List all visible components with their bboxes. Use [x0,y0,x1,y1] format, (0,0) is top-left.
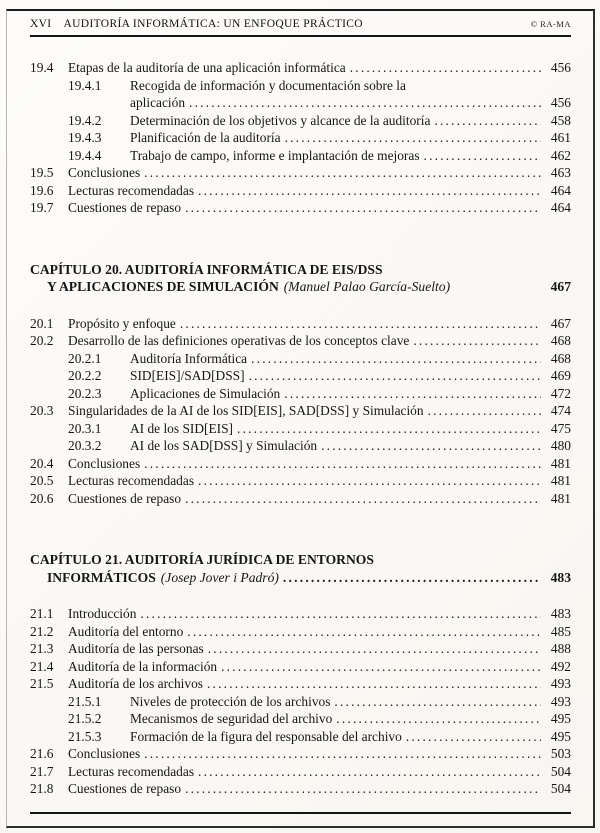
dot-leader [249,367,541,385]
entry-page-number: 456 [550,60,571,75]
entry-page-number: 504 [550,763,571,779]
entry-page-number: 495 [550,711,571,726]
entry-text: Lecturas recomendadas [68,763,195,779]
dot-leader [350,59,541,77]
page-number: XVI [30,18,52,30]
toc-entry [30,77,571,112]
entry-body [68,780,571,798]
toc-entry [30,147,571,165]
entry-text: Propósito y enfoque [68,315,176,331]
entry-page-number: 469 [550,368,571,383]
entry-number: 19.4.3 [68,130,102,145]
toc-entry [30,164,571,182]
entry-lastline [68,763,571,781]
toc-entry [30,182,571,200]
entry-text: Conclusiones [68,455,141,471]
entry-page-number: 493 [550,693,571,709]
dot-leader [185,780,541,798]
entry-text: Formación de la figura del responsable del archivo [130,728,402,744]
entry-lastline [68,59,571,77]
entry-page-number: 493 [550,676,571,691]
entry-body [130,77,571,112]
entry-lastline [68,605,571,623]
entry-page-number: 481 [550,473,571,488]
entry-text: SID[EIS]/SAD[DSS] [130,368,245,383]
entry-page-number: 458 [550,112,571,128]
entry-text: Auditoría del entorno [68,623,184,639]
toc-entry [30,605,571,623]
entry-text: Trabajo de campo, informe e implantación de mejoras [130,147,420,163]
entry-lastline [130,94,571,112]
chapter-author: (Manuel Palao García-Suelto) [283,279,451,294]
dot-leader [144,745,541,763]
entry-text: AI de los SAD[DSS] y Simulación [130,438,318,453]
entry-number: 20.6 [30,490,54,506]
entry-text: Lecturas recomendadas [68,182,195,198]
entry-body [130,147,571,165]
entry-lastline [68,199,571,217]
dot-leader [283,569,541,587]
entry-number: 20.2.1 [68,350,102,366]
dot-leader [284,385,541,403]
dot-leader [189,94,541,112]
dot-leader [413,332,541,350]
entry-number: 21.1 [30,606,54,621]
entry-number: 20.4 [30,455,54,471]
entry-lastline [68,640,571,658]
entry-body [68,315,571,333]
entry-page-number: 483 [550,606,571,621]
toc-entry [30,199,571,217]
entry-number: 21.8 [30,781,54,796]
entry-page-number: 464 [550,200,571,215]
dot-leader [336,710,541,728]
toc-entry [30,385,571,403]
entry-text: Etapas de la auditoría de una aplicación informática [68,60,346,75]
dot-leader [185,199,541,217]
entry-page-number: 475 [550,420,571,436]
entry-body [68,182,571,200]
entry-text: Auditoría de los archivos [68,676,203,691]
toc-entry [30,455,571,473]
entry-number: 21.5.1 [68,693,102,709]
dot-leader [237,420,541,438]
toc-entry [30,59,571,77]
entry-page-number: 495 [550,728,571,744]
entry-page-number: 480 [550,438,571,453]
entry-lastline [130,437,571,455]
entry-page-number: 474 [550,403,571,418]
entry-body [130,728,571,746]
entry-text: Desarrollo de las definiciones operativas de los conceptos clave [68,333,410,348]
entry-body [68,59,571,77]
entry-lastline [130,129,571,147]
entry-page-number: 468 [550,333,571,348]
entry-page-number: 463 [550,165,571,180]
entry-lastline [130,728,571,746]
entry-number: 19.4 [30,60,54,75]
toc-entry [30,472,571,490]
entry-number: 20.5 [30,473,54,488]
toc-entry [30,745,571,763]
entry-page-number: 503 [550,746,571,761]
entry-lastline [68,402,571,420]
dot-leader [198,472,541,490]
entry-number: 20.2 [30,333,54,348]
entry-number: 21.7 [30,763,54,779]
entry-page-number: 492 [550,658,571,674]
toc-entry [30,710,571,728]
entry-page-number: 462 [550,147,571,163]
entry-body [130,420,571,438]
dot-leader [406,728,541,746]
entry-body [130,385,571,403]
toc-entry [30,112,571,130]
toc-entry [30,350,571,368]
entry-lastline [68,675,571,693]
dot-leader [424,147,541,165]
entry-body [68,472,571,490]
entry-body [68,640,571,658]
entry-number: 21.2 [30,623,54,639]
entry-lastline [68,780,571,798]
dot-leader [198,182,541,200]
entry-body [68,455,571,473]
chapter-title-line2-text: Y APLICACIONES DE SIMULACIÓN [47,279,279,294]
entry-number: 20.3.2 [68,438,102,453]
entry-lastline [68,490,571,508]
dot-leader [207,675,541,693]
entry-text: Auditoría Informática [130,350,248,366]
entry-text: Mecanismos de seguridad del archivo [130,711,333,726]
entry-body [68,332,571,350]
chapter-heading [30,551,571,586]
toc-entry [30,315,571,333]
chapter-title-line1: CAPÍTULO 20. AUDITORÍA INFORMÁTICA DE EIS/DSS [30,261,383,277]
dot-leader [221,658,541,676]
dot-leader [321,437,541,455]
entry-body [130,710,571,728]
entry-lastline [68,658,571,676]
toc-content [30,37,571,798]
entry-lastline [130,112,571,130]
entry-number: 21.5 [30,676,54,691]
entry-lastline [130,367,571,385]
entry-body [68,199,571,217]
toc-entry [30,437,571,455]
entry-lastline [130,693,571,711]
dot-leader [334,693,541,711]
entry-number: 19.6 [30,182,54,198]
toc-entry [30,623,571,641]
entry-lastline [68,332,571,350]
dot-leader [428,402,541,420]
entry-number: 21.5.3 [68,728,102,744]
entry-lastline [68,472,571,490]
entry-lastline [68,315,571,333]
toc-entry [30,420,571,438]
entry-body [68,675,571,693]
entry-body [130,350,571,368]
entry-lastline [68,182,571,200]
entry-text: Conclusiones [68,746,141,761]
entry-text: Introducción [68,606,137,621]
entry-number: 20.2.2 [68,368,102,383]
toc-entry [30,332,571,350]
dot-leader [187,623,541,641]
entry-number: 19.7 [30,200,54,215]
entry-body [130,437,571,455]
entry-number: 19.4.4 [68,147,102,163]
chapter-title-line2-text: INFORMÁTICOS [47,569,156,585]
dot-leader [434,112,541,130]
entry-body [68,763,571,781]
entry-text: Determinación de los objetivos y alcance de la auditoría [130,112,431,128]
entry-page-number: 488 [550,641,571,656]
entry-body [130,129,571,147]
toc-entry [30,763,571,781]
publisher-mark: © RA-MA [530,19,571,29]
entry-text: Auditoría de la información [68,658,218,674]
entry-body [68,490,571,508]
entry-lastline [130,350,571,368]
entry-number: 19.5 [30,165,54,180]
entry-text: Cuestiones de repaso [68,200,182,215]
entry-lastline [130,420,571,438]
dot-leader [208,640,541,658]
dot-leader [180,315,541,333]
entry-text: Recogida de información y documentación sobre la [130,77,406,93]
entry-text: Singularidades de la AI de los SID[EIS], SAD[DSS] y Simulación [68,403,424,418]
dot-leader [251,350,541,368]
entry-page-number: 481 [550,490,571,506]
toc-entry [30,490,571,508]
dot-leader [185,490,541,508]
entry-body [68,164,571,182]
toc-entry [30,780,571,798]
entry-page-number: 461 [550,130,571,145]
toc-entry [30,367,571,385]
chapter-title-line2 [30,569,571,587]
dot-leader [144,164,541,182]
entry-page-number: 504 [550,781,571,796]
dot-leader [140,605,541,623]
chapter-page-number: 483 [550,569,571,585]
entry-body [68,745,571,763]
entry-number: 20.3 [30,403,54,418]
entry-page-number: 481 [550,455,571,471]
entry-body [68,402,571,420]
page-inner [6,9,595,828]
entry-lastline [68,455,571,473]
entry-text: Conclusiones [68,165,141,180]
dot-leader [285,129,541,147]
dot-leader [198,763,541,781]
toc-entry [30,728,571,746]
entry-number: 19.4.2 [68,112,102,128]
entry-page-number: 485 [550,623,571,639]
entry-number: 21.3 [30,641,54,656]
entry-page-number: 467 [550,315,571,331]
entry-number: 20.1 [30,315,54,331]
entry-body [68,623,571,641]
entry-body [130,112,571,130]
entry-page-number: 456 [550,95,571,110]
entry-number: 21.6 [30,746,54,761]
entry-text: Lecturas recomendadas [68,473,195,488]
toc-entry [30,402,571,420]
toc-entry [30,640,571,658]
entry-text: Planificación de la auditoría [130,130,281,145]
entry-number: 19.4.1 [68,77,102,93]
chapter-title-line2 [30,278,571,296]
toc-entry [30,129,571,147]
toc-entry [30,675,571,693]
entry-body [130,367,571,385]
entry-body [68,605,571,623]
entry-page-number: 468 [550,350,571,366]
entry-text: Auditoría de las personas [68,641,204,656]
entry-text: AI de los SID[EIS] [130,420,234,436]
entry-number: 21.4 [30,658,54,674]
entry-body [130,693,571,711]
entry-number: 20.2.3 [68,385,102,401]
entry-page-number: 464 [550,182,571,198]
entry-lastline [130,147,571,165]
toc-entry [30,658,571,676]
entry-page-number: 472 [550,385,571,401]
entry-text: Cuestiones de repaso [68,490,182,506]
entry-text: Niveles de protección de los archivos [130,693,331,709]
chapter-heading [30,261,571,296]
chapter-author: (Josep Jover i Padró) [160,569,279,585]
entry-text: Aplicaciones de Simulación [130,385,281,401]
entry-body [68,658,571,676]
running-title: AUDITORÍA INFORMÁTICA: UN ENFOQUE PRÁCTICO [63,18,363,30]
entry-lastline [130,710,571,728]
entry-text: aplicación [130,95,186,110]
entry-text: Cuestiones de repaso [68,781,182,796]
entry-lastline [68,164,571,182]
entry-number: 21.5.2 [68,711,102,726]
entry-lastline [130,385,571,403]
page-header [30,18,571,30]
toc-entry [30,693,571,711]
footer-rule [30,812,571,814]
entry-number: 20.3.1 [68,420,102,436]
dot-leader [144,455,541,473]
chapter-title-line1: CAPÍTULO 21. AUDITORÍA JURÍDICA DE ENTORNOS [30,552,374,567]
entry-lastline [68,623,571,641]
entry-lastline [68,745,571,763]
chapter-page-number: 467 [550,279,571,294]
